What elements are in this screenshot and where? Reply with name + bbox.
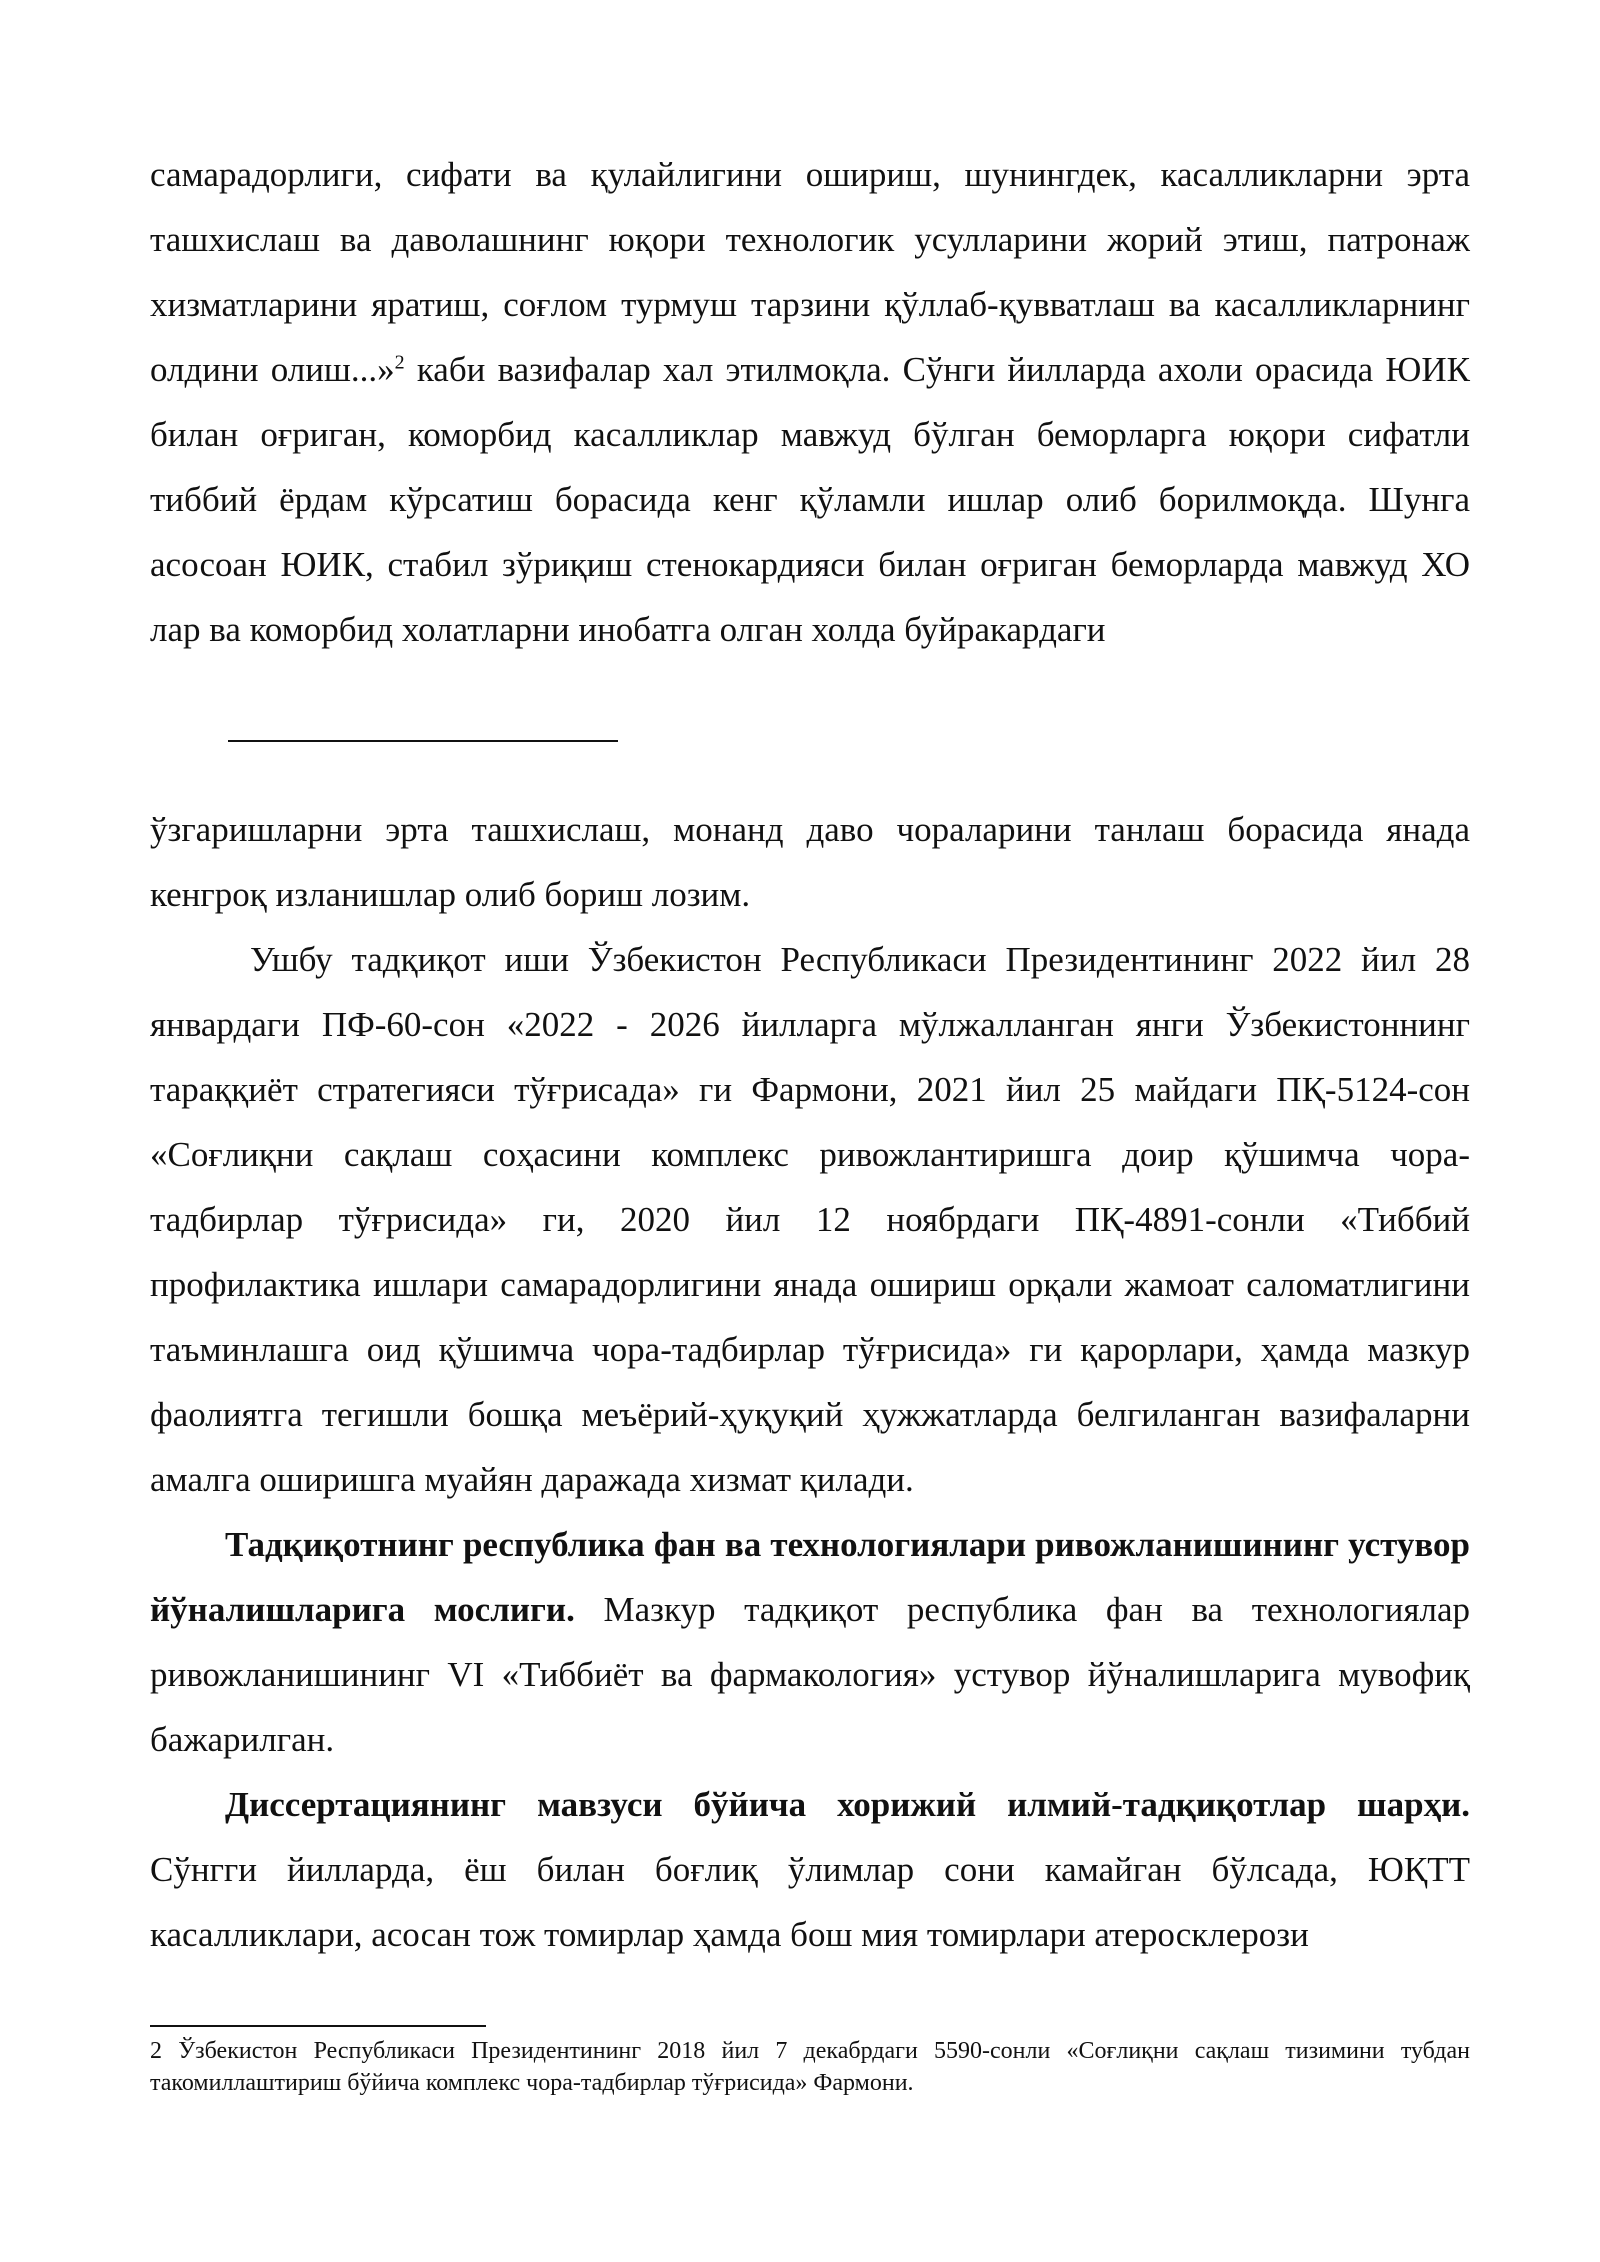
- footnote-text: 2 Ўзбекистон Республикаси Президентининг 2018 йил 7 декабрдаги 5590-сонли «Соғлиқни сақлаш тизимини тубдан такомиллаштириш бўйича комплекс чора-тадбирлар тўғрисида» Фармони.: [150, 2038, 1470, 2096]
- paragraph-text: самарадорлиги, сифати ва қулайлигини ошириш, шунингдек, касалликларни эрта ташхислаш ва даволашнинг юқори технологик усулларини жорий этиш, патронаж хизматларини яратиш, соғлом турмуш тарзини қўллаб-қувватлаш ва касалликларнинг олдини олиш...»: [150, 155, 1470, 389]
- paragraph-1: ўзгаришларни эрта ташхислаш, монанд даво чораларини танлаш борасида янада кенгроқ изланишлар олиб бориш лозим.: [150, 810, 1470, 914]
- paragraph-text: Мазкур тадқиқот республика фан ва технологиялар ривожланишининг VI «Тиббиёт ва фармакология» устувор йўналишларига мувофиқ бажарилган.: [150, 1590, 1470, 1759]
- paragraph-3: [150, 1512, 1470, 1772]
- paragraph-4: [150, 1772, 1470, 1967]
- footnote-reference[interactable]: 2: [394, 351, 405, 374]
- paragraph-heading: Тадқиқотнинг республика фан ва технологиялари ривожланишининг устувор йўналишларига мослиги.: [150, 1525, 1470, 1629]
- paragraph-2: Ушбу тадқиқот иши Ўзбекистон Республикаси Президентининг 2022 йил 28 январдаги ПФ-60-сон «2022 - 2026 йилларга мўлжалланган янги Ўзбекистоннинг тараққиёт стратегияси тўғрисада» ги Фармони, 2021 йил 25 майдаги ПҚ-5124-сон «Соғлиқни сақлаш соҳасини комплекс ривожлантиришга доир қўшимча чора-тадбирлар тўғрисида» ги, 2020 йил 12 ноябрдаги ПҚ-4891-сонли «Тиббий профилактика ишлари самарадорлигини янада ошириш орқали жамоат саломатлигини таъминлашга оид қўшимча чора-тадбирлар тўғрисида» ги қарорлари, ҳамда мазкур фаолиятга тегишли бошқа меъёрий-ҳуқуқий ҳужжатларда белгиланган вазифаларни амалга оширишга муайян даражада хизмат қилади.: [150, 940, 1470, 1499]
- paragraph-continuation: [150, 142, 1470, 662]
- footnote-separator: [150, 2025, 486, 2027]
- paragraph-heading: Диссертациянинг мавзуси бўйича хорижий илмий-тадқиқотлар шарҳи.: [225, 1785, 1470, 1824]
- text-block-main: [150, 797, 1470, 1967]
- paragraph-text: каби вазифалар хал этилмоқла. Сўнги йилларда ахоли орасида ЮИК билан оғриган, коморбид касалликлар мавжуд бўлган беморларга юқори сифатли тиббий ёрдам кўрсатиш борасида кенг қўламли ишлар олиб борилмоқда. Шунга асосоан ЮИК, стабил зўриқиш стенокардияси билан оғриган беморларда мавжуд ХО лар ва коморбид холатларни инобатга олган холда буйракардаги: [150, 350, 1470, 649]
- text-block-top: [150, 142, 1470, 662]
- section-divider: [228, 740, 618, 742]
- paragraph-text: Сўнгги йилларда, ёш билан боғлиқ ўлимлар сони камайган бўлсада, ЮҚТТ касалликлари, асосан тож томирлар ҳамда бош мия томирлари атеросклерози: [150, 1850, 1470, 1954]
- footnote: [150, 2035, 1470, 2099]
